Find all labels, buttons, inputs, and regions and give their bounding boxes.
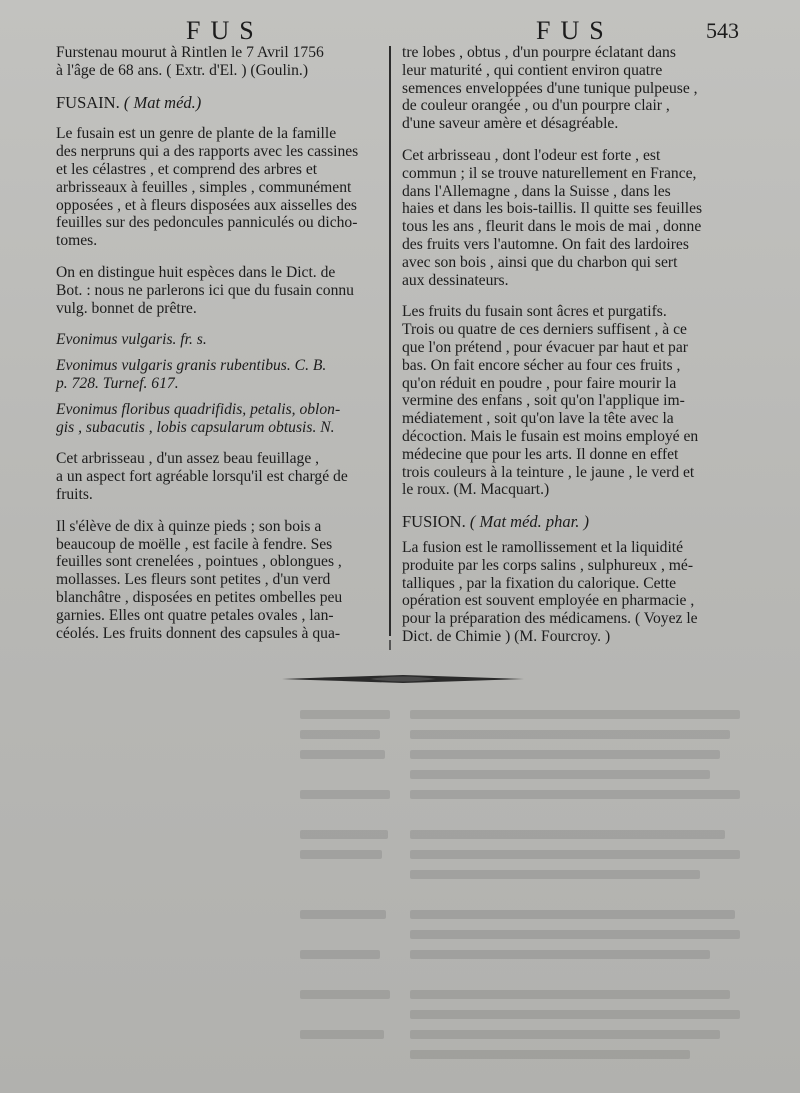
fusain-title: FUSAIN. bbox=[56, 92, 120, 112]
text-line: produite par les corps salins , sulphureux , mé- bbox=[402, 556, 694, 574]
text-line: tomes. bbox=[56, 232, 98, 250]
text-line: opposées , et à fleurs disposées aux aisselles des bbox=[56, 196, 357, 214]
synonym-3 bbox=[56, 401, 379, 437]
text-line: Cet arbrisseau , d'un assez beau feuillage , bbox=[56, 450, 320, 468]
fruit-paragraph bbox=[402, 44, 740, 133]
text-line: céolés. Les fruits donnent des capsules à qua- bbox=[56, 624, 341, 642]
text-line: mollasses. Les fleurs sont petites , d'un verd bbox=[56, 571, 331, 589]
text-line: trois couleurs à la teinture , le jaune , le verd et bbox=[402, 463, 695, 481]
text-line: arbrisseaux à feuilles , simples , communément bbox=[56, 178, 352, 196]
fusion-heading bbox=[402, 513, 740, 531]
text-line: p. 728. Turnef. 617. bbox=[56, 374, 179, 392]
text-line: médecine que pour les arts. Il donne en effet bbox=[402, 445, 679, 463]
text-line: blanchâtre , disposées en petites ombelles peu bbox=[56, 588, 343, 606]
text-line: vermine des enfans , soit qu'on l'applique im- bbox=[402, 392, 685, 410]
text-line: Le fusain est un genre de plante de la famille bbox=[56, 125, 337, 143]
synonym-1: Evonimus vulgaris. fr. s. bbox=[56, 331, 207, 349]
fusion-title: FUSION. bbox=[402, 512, 466, 532]
text-line: le roux. (M. Macquart.) bbox=[402, 481, 550, 499]
text-line: Bot. : nous ne parlerons ici que du fusain connu bbox=[56, 281, 354, 299]
description-paragraph bbox=[56, 518, 379, 643]
appearance-paragraph bbox=[56, 450, 379, 503]
text-line: fruits. bbox=[56, 485, 93, 503]
text-line: bas. On fait encore sécher au four ces fruits , bbox=[402, 356, 681, 374]
fusion-definition-paragraph bbox=[402, 539, 740, 646]
text-line: talliques , par la fixation du calorique. Cette bbox=[402, 574, 677, 592]
left-column bbox=[56, 44, 379, 642]
text-line: qu'on réduit en poudre , pour faire mourir la bbox=[402, 374, 677, 392]
text-line: que l'on prétend , pour évacuer par haut et par bbox=[402, 338, 688, 356]
column-divider-end bbox=[389, 640, 391, 650]
text-line: aux dessinateurs. bbox=[402, 271, 509, 289]
text-line: gis , subacutis , lobis capsularum obtusis. N. bbox=[56, 418, 335, 436]
text-line: feuilles sur des pedoncules panniculés ou dicho- bbox=[56, 214, 358, 232]
text-line: des nerpruns qui a des rapports avec les cassines bbox=[56, 143, 359, 161]
show-through-text bbox=[0, 690, 800, 1090]
text-line: Evonimus floribus quadrifidis, petalis, oblon- bbox=[56, 400, 341, 418]
text-line: à l'âge de 68 ans. ( Extr. d'El. ) (Goulin.) bbox=[56, 61, 309, 79]
fusain-heading bbox=[56, 94, 379, 112]
page-number: 543 bbox=[706, 18, 739, 43]
synonym-2 bbox=[56, 357, 379, 393]
text-line: Dict. de Chimie ) (M. Fourcroy. ) bbox=[402, 627, 611, 645]
text-line: beaucoup de moëlle , est facile à fendre. Ses bbox=[56, 535, 333, 553]
text-line: On en distingue huit espèces dans le Dict. de bbox=[56, 263, 336, 281]
header-right-word: FUS bbox=[536, 16, 614, 45]
text-line: Il s'élève de dix à quinze pieds ; son bois a bbox=[56, 517, 322, 535]
habitat-paragraph bbox=[402, 147, 740, 289]
text-line: Cet arbrisseau , dont l'odeur est forte , est bbox=[402, 146, 661, 164]
text-line: Evonimus vulgaris granis rubentibus. C. B. bbox=[56, 357, 327, 375]
text-line: semences enveloppées d'une tunique pulpeuse , bbox=[402, 79, 698, 97]
text-line: décoction. Mais le fusain est moins employé en bbox=[402, 427, 699, 445]
text-line: leur maturité , qui contient environ quatre bbox=[402, 61, 663, 79]
right-column bbox=[402, 44, 740, 646]
fusain-definition-paragraph bbox=[56, 125, 379, 250]
fusain-category: ( Mat méd.) bbox=[123, 92, 202, 112]
column-divider bbox=[389, 46, 391, 636]
text-line: de couleur orangée , ou d'un pourpre clair , bbox=[402, 97, 670, 115]
text-line: a un aspect fort agréable lorsqu'il est chargé de bbox=[56, 468, 348, 486]
text-line: et les célastres , et comprend des arbres et bbox=[56, 160, 318, 178]
text-line: tre lobes , obtus , d'un pourpre éclatant dans bbox=[402, 44, 676, 61]
end-ornament-rule bbox=[280, 672, 526, 686]
text-line: opération est souvent employée en pharmacie , bbox=[402, 592, 695, 610]
text-line: médiatement , soit qu'on lave la tête avec la bbox=[402, 410, 674, 428]
text-line: d'une saveur amère et désagréable. bbox=[402, 115, 619, 133]
text-line: Les fruits du fusain sont âcres et purgatifs. bbox=[402, 303, 667, 321]
text-line: Furstenau mourut à Rintlen le 7 Avril 1756 bbox=[56, 44, 324, 61]
text-line: Trois ou quatre de ces derniers suffisent , à ce bbox=[402, 321, 687, 339]
fusion-category: ( Mat méd. phar. ) bbox=[469, 512, 590, 532]
uses-paragraph bbox=[402, 303, 740, 499]
text-line: avec son bois , ainsi que du charbon qui sert bbox=[402, 253, 678, 271]
furstenau-paragraph bbox=[56, 44, 379, 80]
species-paragraph bbox=[56, 264, 379, 317]
text-line: garnies. Elles ont quatre petales ovales , lan- bbox=[56, 606, 334, 624]
text-line: commun ; il se trouve naturellement en France, bbox=[402, 164, 697, 182]
text-line: des fruits vers l'automne. On fait des lardoires bbox=[402, 235, 689, 253]
header-left-word: FUS bbox=[186, 16, 264, 45]
text-line: feuilles sont crenelées , pointues , oblongues , bbox=[56, 553, 342, 571]
text-line: haies et dans les bois-taillis. Il quitte ses feuilles bbox=[402, 200, 703, 218]
text-line: dans l'Allemagne , dans la Suisse , dans les bbox=[402, 182, 671, 200]
text-line: vulg. bonnet de prêtre. bbox=[56, 299, 197, 317]
text-line: tous les ans , fleurit dans le mois de mai , donne bbox=[402, 218, 702, 236]
text-line: pour la préparation des médicamens. ( Voyez le bbox=[402, 610, 698, 628]
text-line: La fusion est le ramollissement et la liquidité bbox=[402, 538, 684, 556]
